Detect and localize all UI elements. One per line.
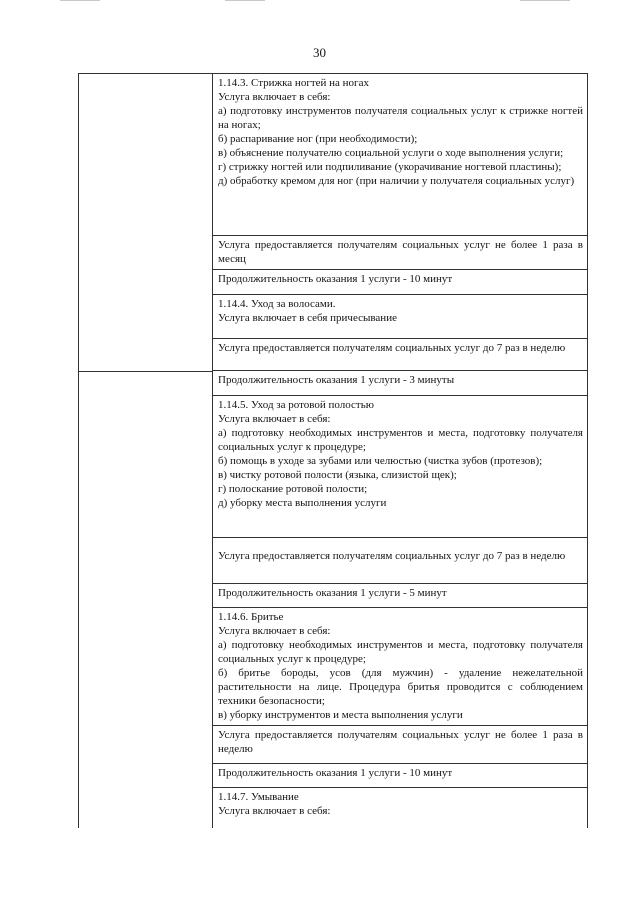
- service-description-cell: [213, 295, 587, 339]
- scan-artifact: [520, 0, 570, 1]
- service-includes: Услуга включает в себя:: [218, 625, 331, 637]
- service-item: б) распаривание ног (при необходимости);: [218, 133, 418, 145]
- service-includes: Услуга включает в себя:: [218, 91, 331, 103]
- service-title: 1.14.6. Бритье: [218, 611, 284, 623]
- service-item: а) подготовку инструментов получателя социальных услуг к стрижке ногтей на ногах;: [218, 105, 583, 131]
- right-column: [212, 74, 587, 828]
- service-duration-cell: [213, 764, 587, 788]
- service-duration: Продолжительность оказания 1 услуги - 3 минуты: [218, 374, 455, 386]
- service-title: 1.14.7. Умывание: [218, 791, 299, 803]
- service-item: д) уборку места выполнения услуги: [218, 497, 387, 509]
- service-frequency: Услуга предоставляется получателям социальных услуг до 7 раз в неделю: [218, 550, 566, 562]
- left-column-divider: [79, 371, 212, 372]
- service-frequency-cell: [213, 339, 587, 371]
- service-duration-cell: [213, 371, 587, 396]
- service-item: б) бритье бороды, усов (для мужчин) - удаление нежелательной растительности на лице. Процедура бритья проводится с соблюдением техники безопасности;: [218, 667, 583, 707]
- service-includes: Услуга включает в себя причесывание: [218, 312, 397, 324]
- service-item: г) полоскание ротовой полости;: [218, 483, 368, 495]
- service-frequency: Услуга предоставляется получателям социальных услуг не более 1 раза в неделю: [218, 729, 583, 755]
- scan-artifact: [225, 0, 265, 1]
- service-title: 1.14.3. Стрижка ногтей на ногах: [218, 77, 369, 89]
- service-title: 1.14.4. Уход за волосами.: [218, 298, 336, 310]
- service-description-cell: [213, 788, 587, 828]
- service-duration-cell: [213, 584, 587, 608]
- service-item: в) чистку ротовой полости (языка, слизистой щек);: [218, 469, 457, 481]
- service-title: 1.14.5. Уход за ротовой полостью: [218, 399, 374, 411]
- service-item: а) подготовку необходимых инструментов и места, подготовку получателя социальных услуг к процедуре;: [218, 639, 583, 665]
- service-frequency-cell: [213, 726, 587, 764]
- services-table: [78, 73, 588, 828]
- service-frequency: Услуга предоставляется получателям социальных услуг не более 1 раза в месяц: [218, 239, 583, 265]
- service-item: в) объяснение получателю социальной услуги о ходе выполнения услуги;: [218, 147, 564, 159]
- service-includes: Услуга включает в себя:: [218, 413, 331, 425]
- service-frequency-cell: [213, 236, 587, 270]
- service-item: г) стрижку ногтей или подпиливание (укорачивание ногтевой пластины);: [218, 161, 562, 173]
- service-frequency-cell: [213, 538, 587, 584]
- service-duration: Продолжительность оказания 1 услуги - 10 минут: [218, 273, 453, 285]
- service-item: д) обработку кремом для ног (при наличии у получателя социальных услуг): [218, 175, 575, 187]
- service-includes: Услуга включает в себя:: [218, 805, 331, 817]
- service-description-cell: [213, 396, 587, 538]
- service-item: б) помощь в уходе за зубами или челюстью (чистка зубов (протезов);: [218, 455, 543, 467]
- left-column: [79, 74, 212, 828]
- service-item: а) подготовку необходимых инструментов и места, подготовку получателя социальных услуг к процедуре;: [218, 427, 583, 453]
- service-item: в) уборку инструментов и места выполнения услуги: [218, 709, 463, 721]
- service-frequency: Услуга предоставляется получателям социальных услуг до 7 раз в неделю: [218, 342, 566, 354]
- service-description-cell: [213, 74, 587, 236]
- service-duration: Продолжительность оказания 1 услуги - 10 минут: [218, 767, 453, 779]
- scan-artifact: [60, 0, 100, 1]
- service-duration-cell: [213, 270, 587, 295]
- service-description-cell: [213, 608, 587, 726]
- page-number: 30: [313, 45, 326, 60]
- service-duration: Продолжительность оказания 1 услуги - 5 минут: [218, 587, 447, 599]
